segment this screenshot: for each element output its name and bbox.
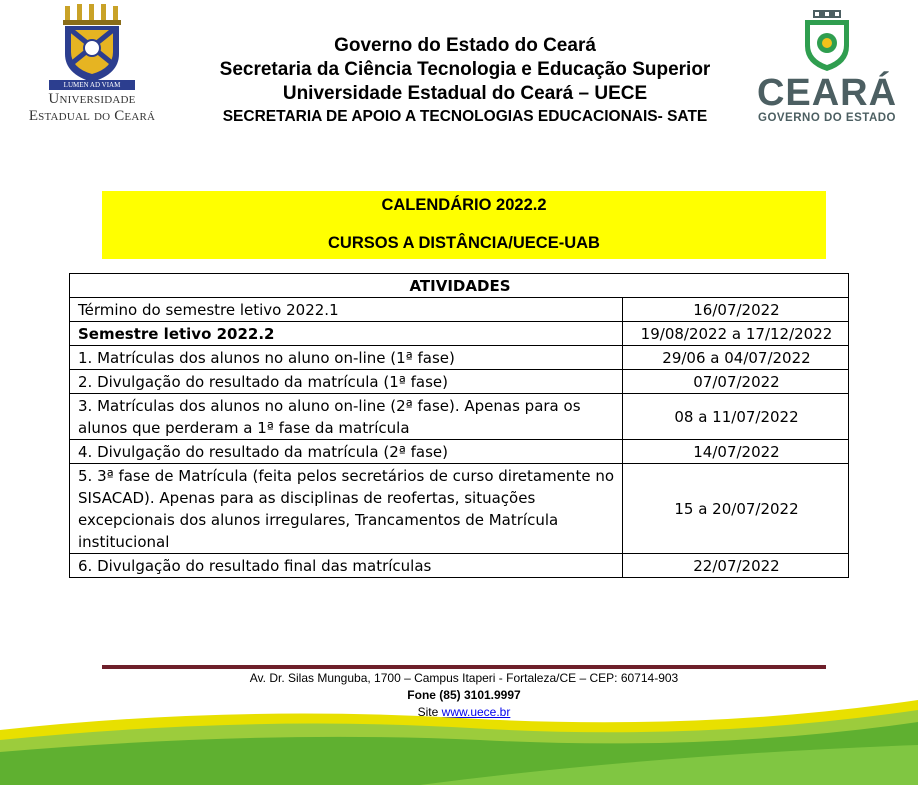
activity-cell: 1. Matrículas dos alunos no aluno on-line (1ª fase) — [70, 346, 623, 370]
table-row — [70, 346, 849, 370]
activity-cell: 3. Matrículas dos alunos no aluno on-line (2ª fase). Apenas para os alunos que perderam a 1ª fase da matrícula — [70, 394, 623, 440]
table-header-row — [70, 274, 849, 298]
date-cell: 15 a 20/07/2022 — [623, 464, 849, 554]
table-row — [70, 440, 849, 464]
activity-cell: 5. 3ª fase de Matrícula (feita pelos secretários de curso diretamente no SISACAD). Apenas para as disciplinas de reofertas, situações excepcionais dos alunos irregulares, Trancamentos de Matrícula institucional — [70, 464, 623, 554]
table-row — [70, 554, 849, 578]
table-row — [70, 322, 849, 346]
activity-cell: Término do semestre letivo 2022.1 — [70, 298, 623, 322]
header-line-government: Governo do Estado do Ceará — [334, 35, 596, 56]
calendar-banner — [102, 191, 826, 259]
calendar-title: CALENDÁRIO 2022.2 — [381, 196, 547, 214]
uece-logo — [22, 4, 162, 122]
table-row — [70, 464, 849, 554]
date-cell: 08 a 11/07/2022 — [623, 394, 849, 440]
uece-crest-icon — [55, 4, 129, 86]
ceara-government-logo — [752, 10, 902, 130]
ceara-shield-icon — [799, 10, 855, 72]
activities-table — [69, 273, 849, 578]
header-line-sate: SECRETARIA DE APOIO A TECNOLOGIAS EDUCACIONAIS- SATE — [222, 108, 708, 125]
date-cell: 19/08/2022 a 17/12/2022 — [623, 322, 849, 346]
date-cell: 07/07/2022 — [623, 370, 849, 394]
table-header: ATIVIDADES — [70, 274, 849, 298]
footer-site-link[interactable]: www.uece.br — [441, 705, 511, 719]
decorative-wave — [0, 700, 918, 785]
table-row — [70, 298, 849, 322]
uece-motto: LUMEN AD VIAM — [49, 80, 135, 90]
ceara-subtitle: GOVERNO DO ESTADO — [758, 112, 896, 124]
date-cell: 16/07/2022 — [623, 298, 849, 322]
footer-site-label: Site — [417, 705, 442, 719]
date-cell: 22/07/2022 — [623, 554, 849, 578]
table-row — [70, 370, 849, 394]
activity-cell: 4. Divulgação do resultado da matrícula (2ª fase) — [70, 440, 623, 464]
date-cell: 29/06 a 04/07/2022 — [623, 346, 849, 370]
activity-cell: 6. Divulgação do resultado final das matrículas — [70, 554, 623, 578]
header-line-university: Universidade Estadual do Ceará – UECE — [282, 83, 648, 104]
footer-address: Av. Dr. Silas Munguba, 1700 – Campus Itaperi - Fortaleza/CE – CEP: 60714-903 — [249, 671, 679, 685]
footer-phone: Fone (85) 3101.9997 — [407, 688, 521, 702]
activity-cell: 2. Divulgação do resultado da matrícula (1ª fase) — [70, 370, 623, 394]
header-text — [170, 34, 760, 128]
calendar-subtitle: CURSOS A DISTÂNCIA/UECE-UAB — [328, 234, 600, 252]
uece-name-line2: Estadual do Ceará — [28, 108, 156, 124]
activity-cell: Semestre letivo 2022.2 — [70, 322, 623, 346]
table-row — [70, 394, 849, 440]
date-cell: 14/07/2022 — [623, 440, 849, 464]
ceara-wordmark: CEARÁ — [756, 72, 898, 114]
uece-name-line1: Universidade — [48, 91, 136, 107]
header-line-secretariat: Secretaria da Ciência Tecnologia e Educação Superior — [219, 59, 711, 80]
footer-divider — [102, 665, 826, 669]
